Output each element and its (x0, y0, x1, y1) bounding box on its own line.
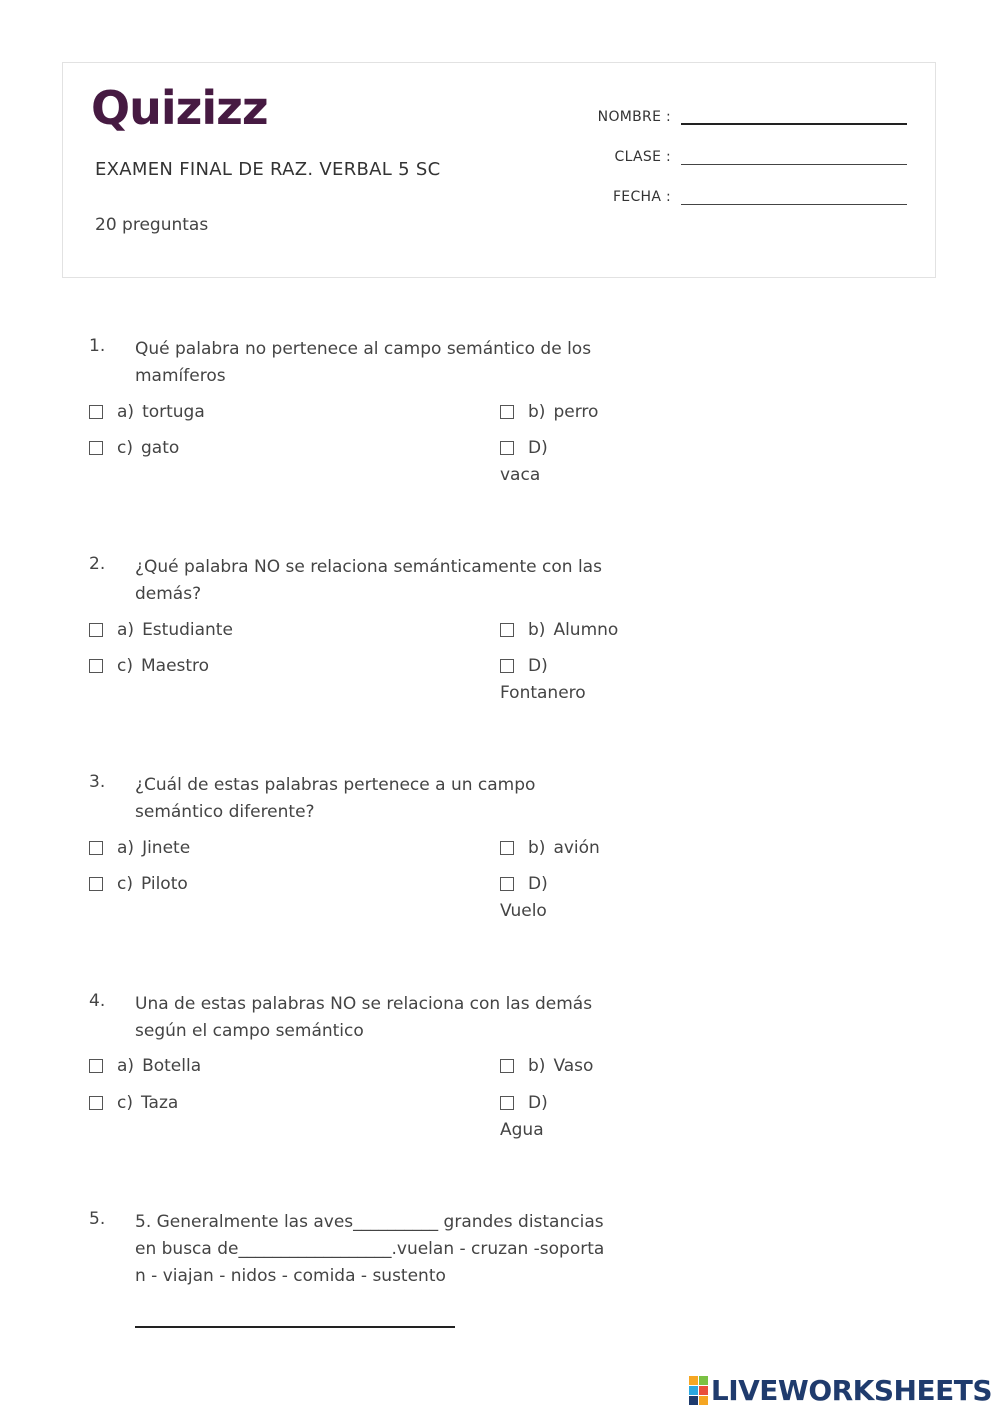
option-b[interactable]: b) Vaso (500, 1056, 593, 1076)
option-c[interactable]: c) Maestro (89, 656, 209, 676)
option-text: Maestro (140, 656, 210, 676)
option-a[interactable]: a) Estudiante (89, 620, 233, 640)
option-c[interactable]: c) gato (89, 438, 179, 458)
option-d-text: Fontanero (500, 683, 586, 703)
option-c[interactable]: c) Piloto (89, 874, 188, 894)
checkbox[interactable] (89, 405, 103, 419)
class-input-line[interactable] (681, 150, 907, 165)
option-d[interactable]: D) (500, 438, 556, 458)
checkbox[interactable] (89, 1096, 103, 1110)
option-text: Botella (142, 1056, 202, 1076)
checkbox[interactable] (500, 405, 514, 419)
option-d-text: Agua (500, 1120, 544, 1140)
question-count: 20 preguntas (95, 215, 209, 235)
option-text: Jinete (142, 838, 191, 858)
checkbox[interactable] (500, 659, 514, 673)
question-number: 4. (89, 991, 106, 1011)
option-text: Taza (140, 1093, 179, 1113)
option-d-text: Vuelo (500, 901, 547, 921)
option-a[interactable]: a) Botella (89, 1056, 201, 1076)
checkbox[interactable] (500, 623, 514, 637)
question-number: 3. (89, 772, 106, 792)
class-field-row (571, 145, 907, 165)
option-d[interactable]: D) (500, 1093, 556, 1113)
date-field-row (571, 185, 907, 205)
checkbox[interactable] (89, 659, 103, 673)
option-a[interactable]: a) Jinete (89, 838, 190, 858)
question-number: 5. (89, 1209, 106, 1229)
option-b[interactable]: b) avión (500, 838, 600, 858)
option-text: Piloto (140, 874, 188, 894)
option-text: avión (553, 838, 600, 858)
option-text: gato (140, 438, 180, 458)
question-text: Una de estas palabras NO se relaciona con las demás según el campo semántico (135, 994, 593, 1041)
checkbox[interactable] (500, 841, 514, 855)
option-b[interactable]: b) Alumno (500, 620, 618, 640)
checkbox[interactable] (500, 877, 514, 891)
option-d[interactable]: D) (500, 874, 556, 894)
exam-title: EXAMEN FINAL DE RAZ. VERBAL 5 SC (95, 159, 441, 180)
option-d-text: vaca (500, 465, 541, 485)
option-b[interactable]: b) perro (500, 402, 598, 422)
option-text: tortuga (142, 402, 205, 422)
option-text: Alumno (553, 620, 619, 640)
checkbox[interactable] (89, 877, 103, 891)
quizizz-logo: Quizizz (91, 81, 268, 135)
date-input-line[interactable] (681, 190, 907, 205)
option-c[interactable]: c) Taza (89, 1093, 178, 1113)
name-input-line[interactable] (681, 109, 907, 125)
checkbox[interactable] (89, 841, 103, 855)
question-text: ¿Qué palabra NO se relaciona semánticamente con las demás? (135, 557, 602, 604)
question-text: ¿Cuál de estas palabras pertenece a un campo semántico diferente? (135, 775, 536, 822)
class-label: CLASE : (614, 149, 671, 165)
name-label: NOMBRE : (597, 109, 671, 125)
checkbox[interactable] (500, 1096, 514, 1110)
liveworksheets-brand (689, 1374, 992, 1407)
option-text: perro (553, 402, 599, 422)
question-number: 1. (89, 336, 106, 356)
question-text: Qué palabra no pertenece al campo semántico de los mamíferos (135, 339, 592, 386)
option-d[interactable]: D) (500, 656, 556, 676)
checkbox[interactable] (500, 1059, 514, 1073)
liveworksheets-logo-icon (689, 1376, 708, 1405)
checkbox[interactable] (89, 1059, 103, 1073)
answer-input-line[interactable] (135, 1326, 455, 1328)
checkbox[interactable] (89, 623, 103, 637)
brand-text: LIVEWORKSHEETS (710, 1374, 992, 1407)
option-text: Estudiante (142, 620, 233, 640)
question-text: 5. Generalmente las aves__________ grandes distancias en busca de__________________.vuelan - cruzan -soportan - viajan - nidos - comida - sustento (135, 1212, 605, 1286)
checkbox[interactable] (500, 441, 514, 455)
question-number: 2. (89, 554, 106, 574)
worksheet-header (62, 62, 936, 278)
name-field-row (571, 105, 907, 125)
checkbox[interactable] (89, 441, 103, 455)
option-text: Vaso (553, 1056, 594, 1076)
option-a[interactable]: a) tortuga (89, 402, 205, 422)
date-label: FECHA : (612, 189, 671, 205)
